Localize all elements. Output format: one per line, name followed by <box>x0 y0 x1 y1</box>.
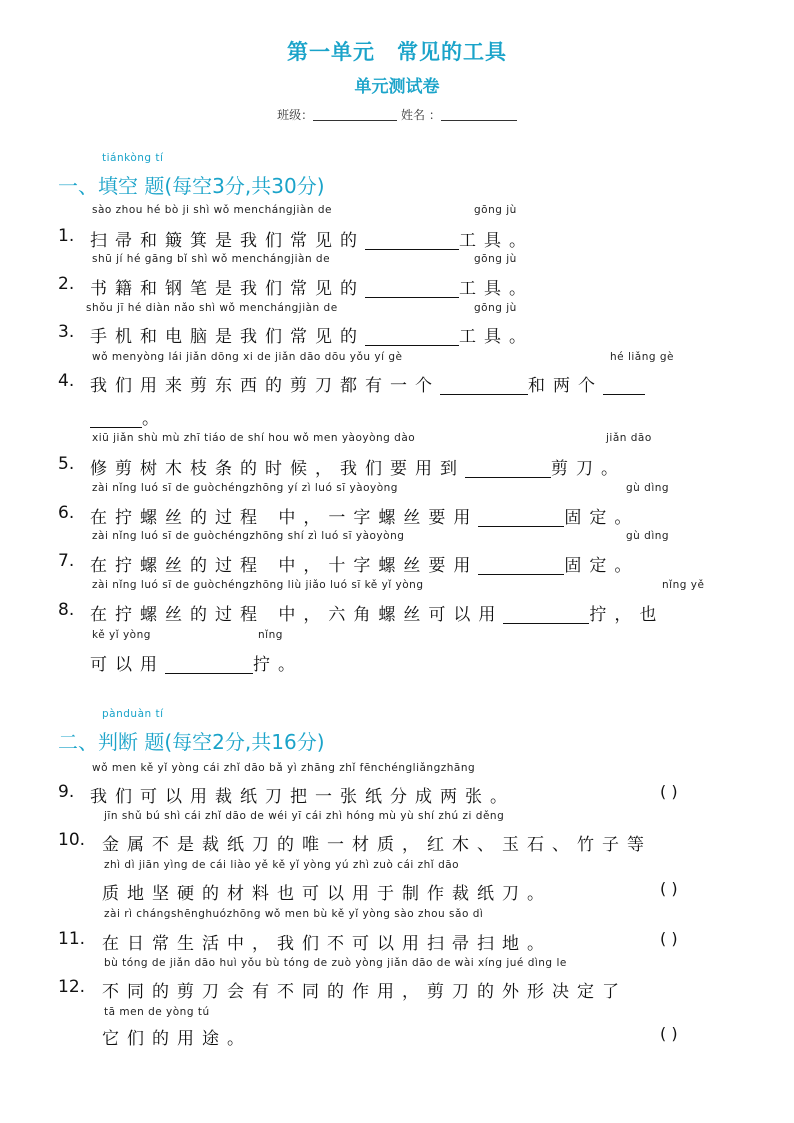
q4-blank-1[interactable] <box>440 376 528 395</box>
q12-number: 12. <box>58 977 86 997</box>
q2-text: 书籍和钢笔是我们常见的 工具。 <box>90 279 534 299</box>
q10-text-cont: 质地坚硬的材料也可以用于制作裁纸刀。 <box>102 884 552 904</box>
q8-pinyin-b: nǐng yě <box>662 579 705 591</box>
q9-answer-box[interactable]: ( ) <box>660 782 678 801</box>
q8-pinyin-c: kě yǐ yòng <box>92 629 151 641</box>
q5-pinyin: xiū jiǎn shù mù zhī tiáo de shí hou wǒ men yàoyòng dào <box>92 432 416 444</box>
q1-pinyin-b: gōng jù <box>474 204 517 216</box>
q8-blank-2[interactable] <box>165 655 253 674</box>
q11-answer-box[interactable]: ( ) <box>660 929 678 948</box>
q3-text: 手机和电脑是我们常见的 工具。 <box>90 327 534 347</box>
q6-number: 6. <box>58 503 75 523</box>
q8-text: 在拧螺丝的过程 中，六角螺丝可以用 拧，也 <box>90 605 665 625</box>
q2-pinyin-b: gōng jù <box>474 253 517 265</box>
q5-blank[interactable] <box>465 459 551 478</box>
q2-number: 2. <box>58 274 75 294</box>
q11-pinyin: zài rì chángshēnghuózhōng wǒ men bù kě yǐ yòng sào zhou sǎo dì <box>104 908 484 920</box>
q3-blank[interactable] <box>365 327 459 346</box>
section2-heading: 二、判断 题(每空2分,共16分) <box>58 730 325 754</box>
q8-blank-1[interactable] <box>503 605 589 624</box>
q4-text-cont: 。 <box>90 404 167 429</box>
q4-blank-2b[interactable] <box>90 409 142 428</box>
q2-blank[interactable] <box>365 279 459 298</box>
q2-pinyin: shū jí hé gāng bǐ shì wǒ menchángjiàn de <box>92 253 331 265</box>
section2-pinyin: pànduàn tí <box>102 708 164 720</box>
q5-number: 5. <box>58 454 75 474</box>
q5-text: 修剪树木枝条的时候，我们要用到 剪刀。 <box>90 459 626 479</box>
q7-pinyin: zài nǐng luó sī de guòchéngzhōng shí zì luó sī yàoyòng <box>92 530 405 542</box>
class-label: 班级： <box>277 108 314 122</box>
q8-number: 8. <box>58 600 75 620</box>
q6-pinyin-b: gù dìng <box>626 482 670 494</box>
q1-text: 扫帚和簸箕是我们常见的 工具。 <box>90 231 534 251</box>
q4-text: 我们用来剪东西的剪刀都有一个 和两个 <box>90 371 645 396</box>
q11-text: 在日常生活中，我们不可以用扫帚扫地。 <box>102 934 552 954</box>
q10-text: 金属不是裁纸刀的唯一材质，红木、玉石、竹子等 <box>102 835 652 855</box>
q11-number: 11. <box>58 929 86 949</box>
q3-pinyin: shǒu jī hé diàn nǎo shì wǒ menchángjiàn de <box>86 302 338 314</box>
q4-number: 4. <box>58 371 75 391</box>
q6-text: 在拧螺丝的过程 中，一字螺丝要用 固定。 <box>90 508 640 528</box>
q12-answer-box[interactable]: ( ) <box>660 1024 678 1043</box>
q7-text: 在拧螺丝的过程 中，十字螺丝要用 固定。 <box>90 556 640 576</box>
q4-blank-2a[interactable] <box>603 376 645 395</box>
q8-text-cont: 可以用 拧。 <box>90 655 303 675</box>
q12-pinyin-b: tā men de yòng tú <box>104 1006 210 1018</box>
q7-blank[interactable] <box>478 556 564 575</box>
q10-pinyin-b: zhì dì jiān yìng de cái liào yě kě yǐ yòng yú zhì zuò cái zhǐ dāo <box>104 859 460 871</box>
q6-pinyin: zài nǐng luó sī de guòchéngzhōng yí zì luó sī yàoyòng <box>92 482 398 494</box>
q10-pinyin: jīn shǔ bú shì cái zhǐ dāo de wéi yī cái zhì hóng mù yù shí zhú zi děng <box>104 810 505 822</box>
q9-number: 9. <box>58 782 75 802</box>
q1-pinyin: sào zhou hé bò ji shì wǒ menchángjiàn de <box>92 204 332 216</box>
student-info <box>0 106 794 123</box>
section1-heading: 一、填空 题(每空3分,共30分) <box>58 174 325 198</box>
q10-answer-box[interactable]: ( ) <box>660 879 678 898</box>
q1-number: 1. <box>58 226 75 246</box>
name-blank[interactable] <box>441 108 517 121</box>
q9-pinyin: wǒ men kě yǐ yòng cái zhǐ dāo bǎ yì zhāng zhǐ fēnchéngliǎngzhāng <box>92 762 476 774</box>
q8-pinyin-d: nǐng <box>258 629 283 641</box>
page-subtitle: 单元测试卷 <box>354 77 440 97</box>
q5-pinyin-b: jiǎn dāo <box>606 432 652 444</box>
q8-pinyin: zài nǐng luó sī de guòchéngzhōng liù jiǎo luó sī kě yǐ yòng <box>92 579 424 591</box>
page-title: 第一单元 常见的工具 <box>287 40 507 64</box>
q12-pinyin: bù tóng de jiǎn dāo huì yǒu bù tóng de zuò yòng jiǎn dāo de wài xíng jué dìng le <box>104 957 567 969</box>
q9-text: 我们可以用裁纸刀把一张纸分成两张。 <box>90 787 515 807</box>
q12-text: 不同的剪刀会有不同的作用，剪刀的外形决定了 <box>102 982 627 1002</box>
q3-pinyin-b: gōng jù <box>474 302 517 314</box>
q10-number: 10. <box>58 830 86 850</box>
name-label: 姓名 ： <box>401 108 441 122</box>
q3-number: 3. <box>58 322 75 342</box>
q4-pinyin-b: hé liǎng gè <box>610 351 675 363</box>
class-blank[interactable] <box>313 108 397 121</box>
q12-text-cont: 它们的用途。 <box>102 1029 252 1049</box>
q6-blank[interactable] <box>478 508 564 527</box>
section1-pinyin: tiánkòng tí <box>102 152 164 164</box>
q7-pinyin-b: gù dìng <box>626 530 670 542</box>
q7-number: 7. <box>58 551 75 571</box>
q1-blank[interactable] <box>365 231 459 250</box>
q4-pinyin: wǒ menyòng lái jiǎn dōng xi de jiǎn dāo dōu yǒu yí gè <box>92 351 403 363</box>
